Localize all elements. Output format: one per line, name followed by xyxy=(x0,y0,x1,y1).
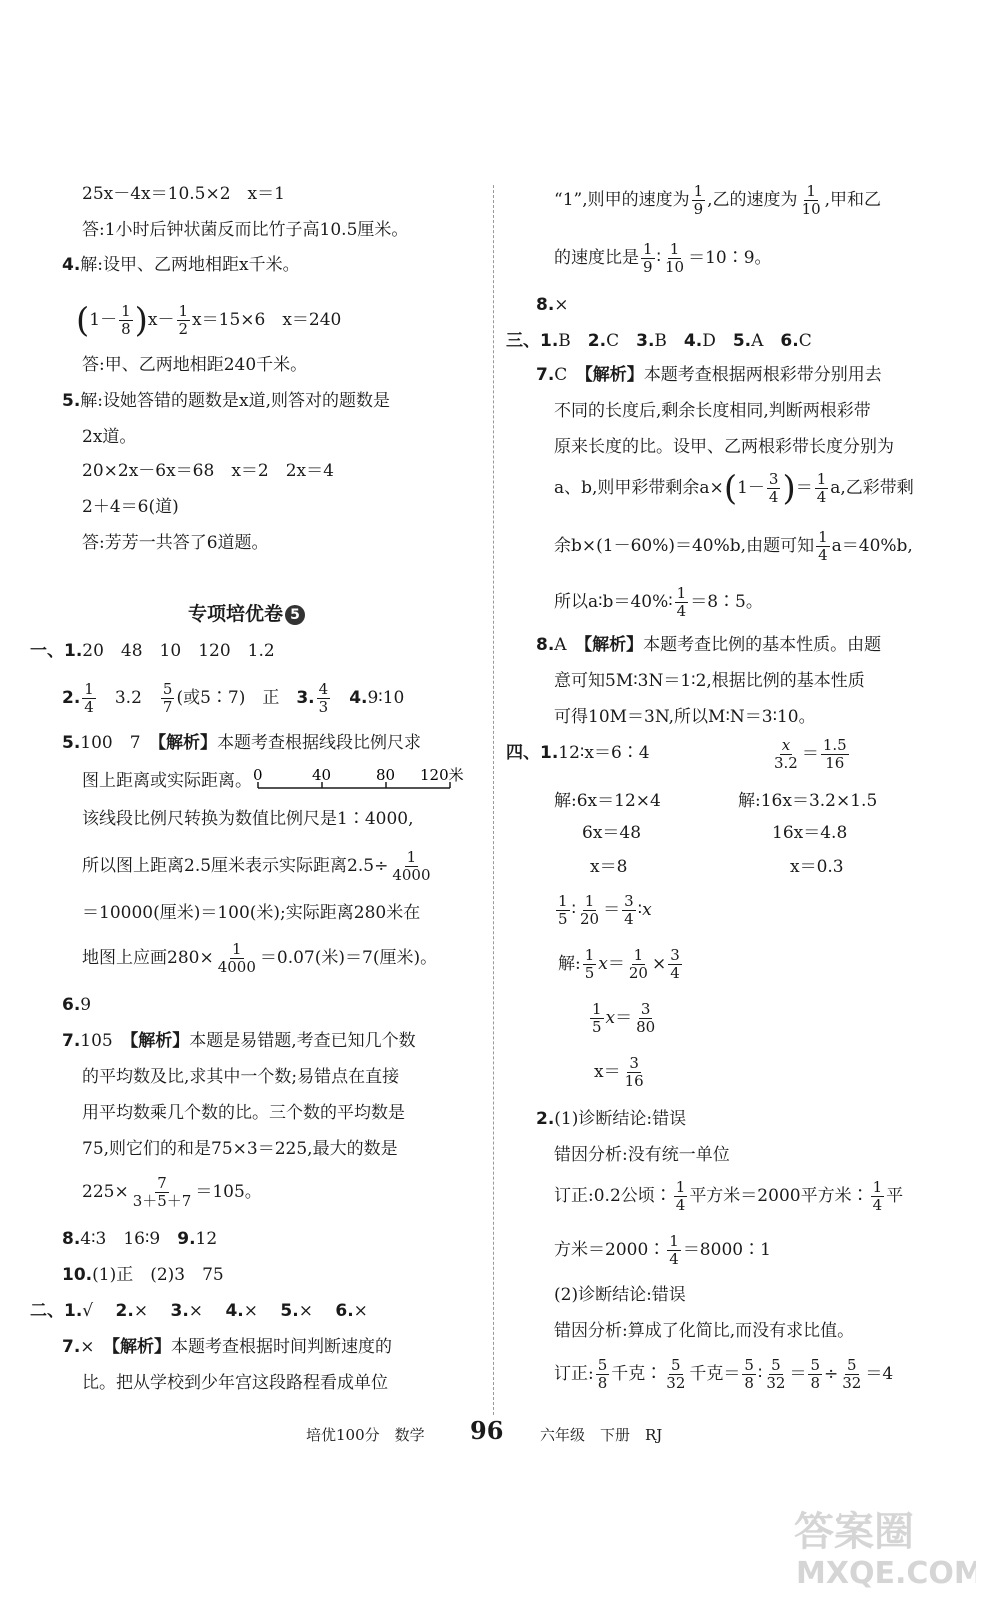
question-4-equation: (1－ $\frac{1}{8}$ )x－ $\frac{1}{2}$ x＝15×6 x＝240 xyxy=(76,300,342,341)
answer-line: 答:1小时后钟状菌反而比竹子高10.5厘米。 xyxy=(82,220,409,240)
analysis-text: 本题考查比例的基本性质。由题 xyxy=(643,635,882,655)
question-number: 6. xyxy=(335,1301,354,1321)
scale-label: 120米 xyxy=(420,766,464,784)
analysis-text: a＝40%b, xyxy=(831,536,913,556)
correction-line: 方米＝2000∶ $\frac{1}{4}$ ＝8000∶1 xyxy=(554,1232,771,1268)
analysis-text-line: 所以a∶b＝40%∶ $\frac{1}{4}$ ＝8∶5。 xyxy=(554,584,763,620)
question-text: 解:设甲、乙两地相距x千米。 xyxy=(80,255,300,275)
analysis-text: 所以a∶b＝40%∶ xyxy=(554,592,673,612)
section-heading: 一、1. xyxy=(30,641,83,661)
question-number: 8. xyxy=(62,1229,81,1249)
s1-q2-q4: 2. $\frac{1}{4}$ 3.2 $\frac{5}{7}$ (或5∶7) 正 3. $\frac{4}{3}$ 4.9∶10 xyxy=(62,680,405,716)
analysis-text: 的平均数及比,求其中一个数;易错点在直接 xyxy=(82,1067,400,1087)
analysis-text: 该线段比例尺转换为数值比例尺是1∶4000, xyxy=(82,809,414,829)
section-title-text: 专项培优卷 xyxy=(188,603,284,625)
question-number: 7. xyxy=(62,1031,81,1051)
solution-step: $\frac{1}{5}$ x＝ $\frac{3}{80}$ xyxy=(592,1000,656,1036)
answer-value: 9 xyxy=(80,995,92,1015)
question-number: 6. xyxy=(780,331,799,351)
correction-text: 平方米＝2000平方米∶ xyxy=(689,1186,869,1206)
column-divider xyxy=(493,185,494,1415)
analysis-text: ＝105。 xyxy=(195,1182,262,1202)
proportion-equation: $\frac{x}{3.2}$ ＝ $\frac{1.5}{16}$ xyxy=(774,736,847,772)
answer-value: D xyxy=(702,331,716,351)
analysis-tag: 【解析】 xyxy=(111,1337,172,1357)
question-text: 2x道。 xyxy=(82,427,137,447)
analysis-text: 本题考查根据两根彩带分别用去 xyxy=(643,365,882,385)
question-number: 2. xyxy=(115,1301,134,1321)
answer-value: 9∶10 xyxy=(367,688,405,708)
analysis-text: 本题考查根据时间判断速度的 xyxy=(171,1337,393,1357)
analysis-text-line: 地图上应画280× $\frac{1}{4000}$ ＝0.07(米)＝7(厘米)。 xyxy=(82,940,438,976)
solution-text: x＝ xyxy=(594,1062,621,1082)
question-text: 解:设她答错的题数是x道,则答对的题数是 xyxy=(80,391,391,411)
analysis-text: 所以图上距离2.5厘米表示实际距离2.5÷ xyxy=(82,856,389,876)
s1-q7 xyxy=(62,1030,416,1052)
analysis-tag: 【解析】 xyxy=(157,733,218,753)
answer-value: × xyxy=(298,1301,313,1321)
section-heading: 三、1. xyxy=(506,331,559,351)
scale-bar-graphic xyxy=(250,766,466,796)
question-number: 3. xyxy=(170,1301,189,1321)
answer-line: 答:芳芳一共答了6道题。 xyxy=(82,533,269,553)
analysis-text: 225× xyxy=(82,1182,129,1202)
answer-value: B xyxy=(558,331,571,351)
answer-value: C xyxy=(606,331,620,351)
analysis-text: “1”,则甲的速度为 xyxy=(554,190,690,210)
book-title: 培优100分 数学 xyxy=(306,1426,425,1444)
answer-values: 20 48 10 120 1.2 xyxy=(82,641,275,661)
solution-step: x＝8 xyxy=(590,857,628,877)
answer-value: 4∶3 16∶9 xyxy=(80,1229,161,1249)
question-number: 8. xyxy=(536,635,555,655)
scale-label: 40 xyxy=(312,766,332,784)
s3-q1-q6 xyxy=(506,330,812,352)
question-4 xyxy=(62,254,300,276)
answer-value: A xyxy=(554,635,567,655)
analysis-text: ,乙的速度为 xyxy=(707,190,798,210)
answer-value: B xyxy=(654,331,667,351)
solution-step: 解:6x＝12×4 xyxy=(554,791,661,811)
question-number: 4. xyxy=(225,1301,244,1321)
correction-text: 方米＝2000∶ xyxy=(554,1240,666,1260)
question-5 xyxy=(62,390,390,412)
speed-ratio-line: 的速度比是 $\frac{1}{9}$ ∶ $\frac{1}{10}$ ＝10∶9。 xyxy=(554,240,772,276)
analysis-text: 本题是易错题,考查已知几个数 xyxy=(189,1031,416,1051)
watermark-text: 答案圈 xyxy=(794,1509,914,1555)
analysis-text: 余b×(1－60%)＝40%b,由题可知 xyxy=(554,536,815,556)
correction-text: ＝8000∶1 xyxy=(682,1240,771,1260)
section-number-badge: 5 xyxy=(285,605,305,625)
analysis-text: 可得10M＝3N,所以M∶N＝3∶10。 xyxy=(554,707,816,727)
analysis-text: ＝0.07(米)＝7(厘米)。 xyxy=(259,948,438,968)
s1-q5 xyxy=(62,732,421,754)
answer-value: (或5∶7) 正 xyxy=(176,688,280,708)
equation-line: 25x－4x＝10.5×2 x＝1 xyxy=(82,184,285,204)
s4-q2 xyxy=(536,1108,686,1130)
question-number: 4. xyxy=(62,255,81,275)
s3-q7 xyxy=(536,364,882,386)
watermark-logo xyxy=(786,1497,976,1592)
answer-value: C xyxy=(798,331,812,351)
analysis-text: a,乙彩带剩 xyxy=(830,478,914,498)
section-title xyxy=(188,603,305,625)
analysis-text: 本题考查根据线段比例尺求 xyxy=(217,733,422,753)
scale-label: 0 xyxy=(253,766,263,784)
section-heading: 四、1. xyxy=(506,743,559,763)
answer-value: × xyxy=(188,1301,204,1321)
analysis-text: 75,则它们的和是75×3＝225,最大的数是 xyxy=(82,1139,398,1159)
question-number: 2. xyxy=(536,1109,555,1129)
solution-step: 16x＝4.8 xyxy=(772,823,848,843)
analysis-text: ＝10∶9。 xyxy=(688,248,772,268)
diagnosis-text: (2)诊断结论:错误 xyxy=(554,1285,686,1305)
correction-text: 订正:0.2公顷∶ xyxy=(554,1186,672,1206)
question-number: 4. xyxy=(349,688,368,708)
question-number: 6. xyxy=(62,995,81,1015)
answer-value: (1)正 (2)3 75 xyxy=(92,1265,224,1285)
correction-line: 订正: $\frac{5}{8}$ 千克∶ $\frac{5}{32}$ 千克＝ $\frac{5}{8}$ ∶ $\frac{5}{32}$ ＝ $\frac{5}{8}$ ÷ $\frac{5}{32}$ ＝4 xyxy=(554,1356,894,1392)
correction-text: ＝4 xyxy=(865,1364,894,1384)
question-number: 10. xyxy=(62,1265,93,1285)
section-heading: 二、1. xyxy=(30,1301,83,1321)
question-number: 8. xyxy=(536,295,555,315)
analysis-text: ＝8∶5。 xyxy=(690,592,763,612)
diagnosis-text: 错因分析:算成了化简比,而没有求比值。 xyxy=(554,1321,855,1341)
question-number: 5. xyxy=(732,331,752,351)
analysis-text: 地图上应画280× xyxy=(82,948,214,968)
analysis-text-line: a、b,则甲彩带剩余a×(1－ $\frac{3}{4}$ )＝ $\frac{1}{4}$ a,乙彩带剩 xyxy=(554,468,914,509)
s4-q1 xyxy=(506,742,650,764)
analysis-text: a、b,则甲彩带剩余a× xyxy=(554,478,724,498)
answer-value: × xyxy=(133,1301,149,1321)
solution-step: x＝ $\frac{3}{16}$ xyxy=(594,1054,644,1090)
watermark-url: MXQE.COM xyxy=(796,1556,976,1591)
s1-q8-q9 xyxy=(62,1228,217,1250)
proportion-equation: $\frac{1}{5}$ ∶ $\frac{1}{20}$ ＝ $\frac{3}{4}$ ∶x xyxy=(558,892,652,928)
correction-text: 千克∶ xyxy=(611,1364,663,1384)
analysis-text: ,甲和乙 xyxy=(824,190,882,210)
answer-value: 105 xyxy=(80,1031,113,1051)
question-number: 7. xyxy=(62,1337,81,1357)
s1-q10 xyxy=(62,1264,224,1286)
answer-value: × xyxy=(80,1337,95,1357)
equation-line: 2＋4＝6(道) xyxy=(82,497,179,517)
analysis-text: 的速度比是 xyxy=(554,248,639,268)
solution-step: 6x＝48 xyxy=(582,823,642,843)
analysis-tag: 【解析】 xyxy=(583,635,644,655)
question-number: 5. xyxy=(62,391,81,411)
s2-q8 xyxy=(536,294,569,316)
answer-value: × xyxy=(243,1301,258,1321)
s1-q6 xyxy=(62,994,91,1016)
analysis-text: 比。把从学校到少年宫这段路程看成单位 xyxy=(82,1373,388,1393)
analysis-tag: 【解析】 xyxy=(584,365,644,385)
answer-value: × xyxy=(353,1301,368,1321)
analysis-text-line: 余b×(1－60%)＝40%b,由题可知 $\frac{1}{4}$ a＝40%b, xyxy=(554,528,913,564)
solution-step: 解:16x＝3.2×1.5 xyxy=(738,791,878,811)
question-number: 5. xyxy=(62,733,81,753)
diagnosis-text: (1)诊断结论:错误 xyxy=(554,1109,687,1129)
correction-text: 千克＝ xyxy=(689,1364,741,1384)
answer-value: × xyxy=(554,295,569,315)
correction-text: 平 xyxy=(886,1186,904,1206)
grade-label: 六年级 下册 RJ xyxy=(540,1426,663,1444)
analysis-text-line: 所以图上距离2.5厘米表示实际距离2.5÷ $\frac{1}{4000}$ xyxy=(82,848,431,884)
question-number: 2. xyxy=(62,688,81,708)
answer-value: A xyxy=(751,331,764,351)
answer-value: 100 7 xyxy=(80,733,141,753)
speed-line: “1”,则甲的速度为 $\frac{1}{9}$ ,乙的速度为 $\frac{1}{10}$ ,甲和乙 xyxy=(554,182,882,218)
answer-line: 答:甲、乙两地相距240千米。 xyxy=(82,355,308,375)
question-number: 4. xyxy=(683,331,703,351)
analysis-text: ＝10000(厘米)＝100(米);实际距离280米在 xyxy=(82,903,421,923)
diagnosis-text: 错因分析:没有统一单位 xyxy=(554,1145,730,1165)
s3-q8 xyxy=(536,634,881,656)
equation-tail: x＝15×6 x＝240 xyxy=(192,310,342,330)
question-number: 7. xyxy=(536,365,555,385)
page-number: 96 xyxy=(470,1416,504,1445)
answer-value: C xyxy=(554,365,568,385)
analysis-text-line: 225× $\frac{7}{3+5+7}$ ＝105。 xyxy=(82,1174,262,1210)
line-scale xyxy=(250,766,466,796)
watermark-graphic xyxy=(786,1497,976,1592)
analysis-tag: 【解析】 xyxy=(129,1031,190,1051)
analysis-text: 不同的长度后,剩余长度相同,判断两根彩带 xyxy=(554,401,871,421)
analysis-text: 图上距离或实际距离。 xyxy=(82,771,252,791)
analysis-text: 原来长度的比。设甲、乙两根彩带长度分别为 xyxy=(554,437,894,457)
equation: 12∶x＝6∶4 xyxy=(558,743,650,763)
question-number: 3. xyxy=(296,688,315,708)
question-number: 9. xyxy=(177,1229,196,1249)
s2-q1-q6 xyxy=(30,1300,368,1322)
solution-step: x＝0.3 xyxy=(790,857,844,877)
answer-value: √ xyxy=(82,1301,94,1321)
answer-value: 12 xyxy=(195,1229,218,1249)
analysis-text: 用平均数乘几个数的比。三个数的平均数是 xyxy=(82,1103,405,1123)
scale-label: 80 xyxy=(376,766,396,784)
correction-text: 订正: xyxy=(554,1364,594,1384)
s2-q7 xyxy=(62,1336,392,1358)
answer-value: 3.2 xyxy=(114,688,142,708)
question-number: 3. xyxy=(636,331,655,351)
analysis-text: 意可知5M∶3N＝1∶2,根据比例的基本性质 xyxy=(554,671,865,691)
equation-line: 20×2x－6x＝68 x＝2 2x＝4 xyxy=(82,461,334,481)
question-number: 2. xyxy=(587,331,607,351)
correction-line: 订正:0.2公顷∶ $\frac{1}{4}$ 平方米＝2000平方米∶ $\frac{1}{4}$ 平 xyxy=(554,1178,904,1214)
solution-step: 解: $\frac{1}{5}$ x＝ $\frac{1}{20}$ × $\frac{3}{4}$ xyxy=(558,946,680,982)
s1-q1 xyxy=(30,640,275,662)
question-number: 5. xyxy=(280,1301,299,1321)
